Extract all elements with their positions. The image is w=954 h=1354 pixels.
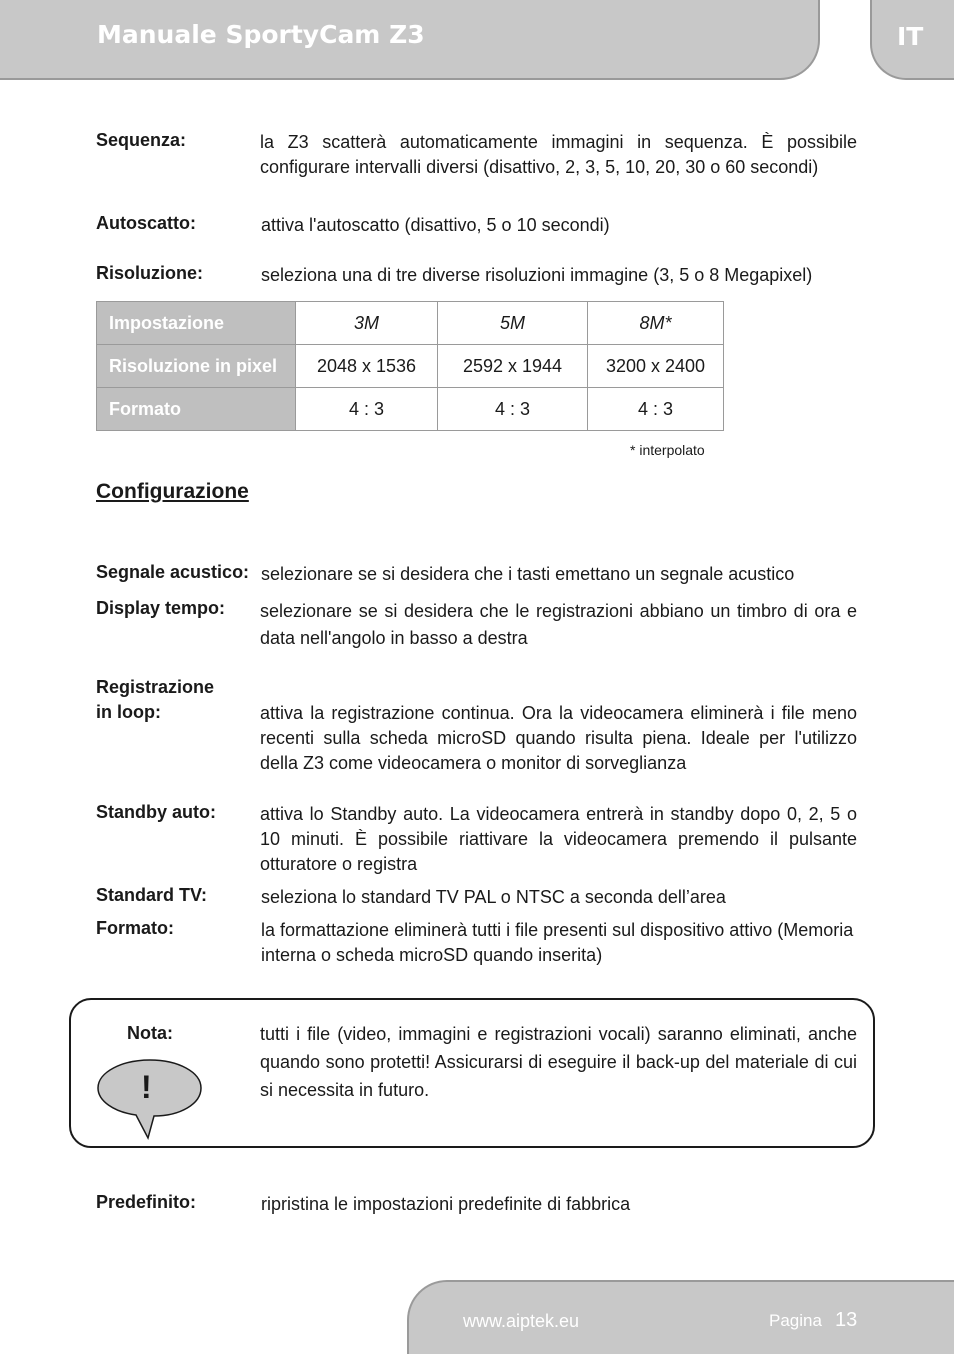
section-title: Configurazione	[96, 480, 249, 503]
item-desc: la Z3 scatterà automaticamente immagini in sequenza. È possibile configurare intervalli diversi (disattivo, 2, 3, 5, 10, 20, 30 o 60 secondi)	[260, 132, 857, 177]
note-label: Nota:	[127, 1023, 173, 1043]
item-desc: selezionare se si desidera che le registrazioni abbiano un timbro di ora e data nell'angolo in basso a destra	[260, 601, 857, 648]
table-cell: 4 : 3	[588, 388, 724, 431]
table-row-header: Impostazione	[97, 302, 296, 345]
note-text: tutti i file (video, immagini e registrazioni vocali) saranno eliminati, anche quando sono protetti! Assicurarsi di eseguire il back-up del materiale di cui si necessita in futuro.	[260, 1024, 857, 1100]
item-term: Risoluzione:	[96, 263, 203, 283]
resolution-table	[96, 301, 724, 431]
item-term-line1: Registrazione	[96, 677, 215, 697]
table-cell: 3200 x 2400	[588, 345, 724, 388]
table-row	[97, 388, 724, 431]
table-cell: 2048 x 1536	[296, 345, 438, 388]
footer-page-number: 13	[835, 1309, 858, 1331]
item-desc: attiva lo Standby auto. La videocamera entrerà in standby dopo 0, 2, 5 o 10 minuti. È possibile riattivare la videocamera premendo il pulsante otturatore o registra	[260, 804, 857, 874]
item-desc: attiva l'autoscatto (disattivo, 5 o 10 secondi)	[261, 215, 610, 235]
item-desc: seleziona una di tre diverse risoluzioni immagine (3, 5 o 8 Megapixel)	[261, 265, 813, 285]
footer-page-label: Pagina	[769, 1311, 822, 1330]
table-cell: 2592 x 1944	[438, 345, 588, 388]
table-row-header: Risoluzione in pixel	[97, 345, 296, 388]
item-term: Formato:	[96, 918, 174, 938]
item-term: Autoscatto:	[96, 213, 196, 233]
item-term-line2: in loop:	[96, 702, 161, 722]
table-cell: 3M	[296, 302, 438, 345]
table-cell: 8M*	[588, 302, 724, 345]
table-row-header: Formato	[97, 388, 296, 431]
footer-url[interactable]: www.aiptek.eu	[463, 1311, 580, 1331]
table-row	[97, 345, 724, 388]
table-cell: 5M	[438, 302, 588, 345]
item-term: Standard TV:	[96, 885, 208, 905]
item-term: Sequenza:	[96, 130, 187, 150]
item-desc: attiva la registrazione continua. Ora la videocamera eliminerà i file meno recenti sulla scheda microSD quando risulta piena. Ideale per l'utilizzo della Z3 come videocamera o monitor di sorveglianza	[260, 703, 857, 773]
table-cell: 4 : 3	[438, 388, 588, 431]
item-desc: seleziona lo standard TV PAL o NTSC a seconda dell’area	[261, 887, 726, 907]
item-term: Display tempo:	[96, 598, 226, 618]
item-desc: ripristina le impostazioni predefinite di fabbrica	[261, 1194, 631, 1214]
exclamation-icon: !	[141, 1069, 152, 1105]
item-term: Segnale acustico:	[96, 562, 250, 582]
item-desc: selezionare se si desidera che i tasti emettano un segnale acustico	[261, 564, 795, 584]
table-cell: 4 : 3	[296, 388, 438, 431]
table-footnote: * interpolato	[630, 442, 705, 458]
page-title: Manuale SportyCam Z3	[97, 20, 425, 49]
item-desc: la formattazione eliminerà tutti i file presenti sul dispositivo attivo (Memoria interna o scheda microSD quando inserita)	[261, 920, 854, 965]
language-label: IT	[897, 22, 924, 51]
item-term: Predefinito:	[96, 1192, 197, 1212]
item-term: Standby auto:	[96, 802, 216, 822]
table-row	[97, 302, 724, 345]
